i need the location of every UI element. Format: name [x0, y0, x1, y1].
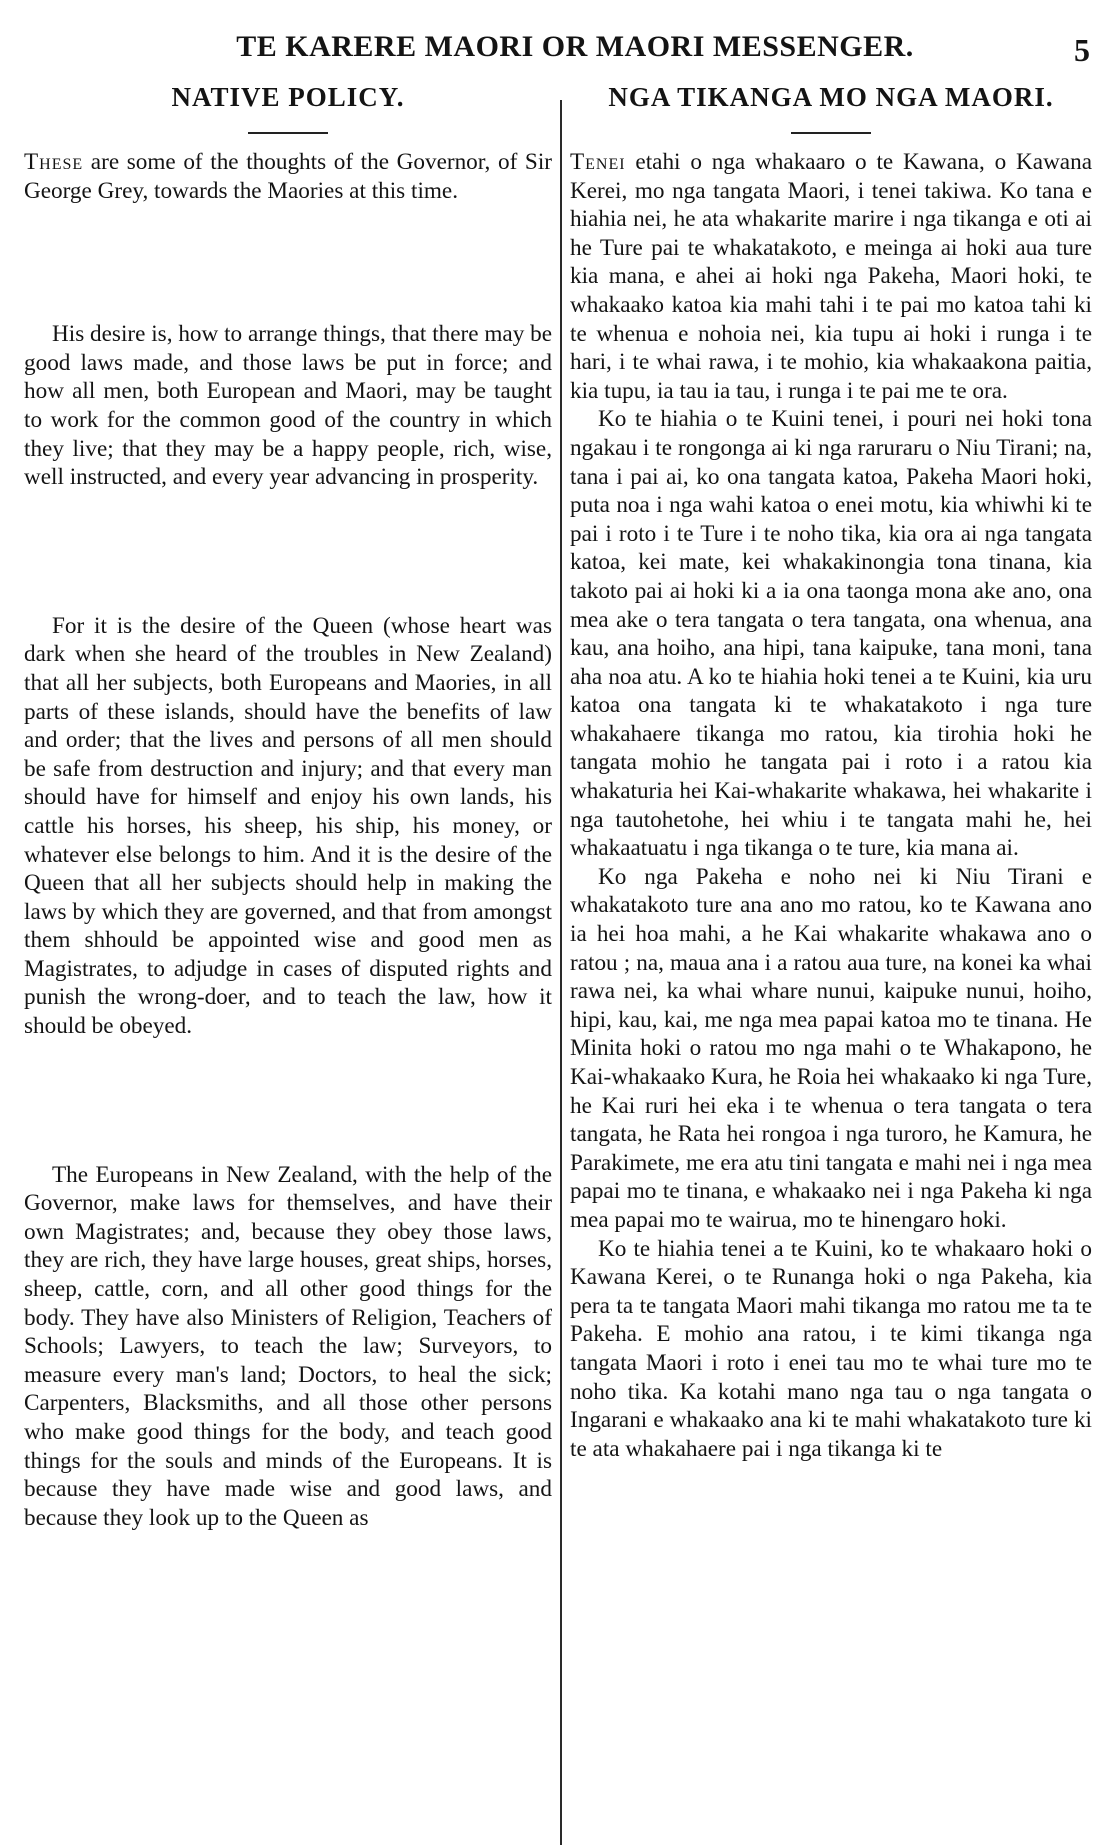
english-heading: NATIVE POLICY.	[171, 82, 405, 112]
column-divider	[560, 100, 562, 1845]
paragraph-spacer	[24, 205, 552, 320]
heading-rule	[248, 132, 328, 134]
paragraph-lead: These	[24, 149, 84, 175]
paragraph-lead: Tenei	[570, 149, 626, 175]
maori-paragraph: Ko te hiahia o te Kuini tenei, i pouri nei hoki tona ngakau i te rongonga ai ki nga raruraru o Niu Tirani; na, tana i pai ai, ko ona tangata katoa, Pakeha Maori hoki, puta noa i nga wahi katoa o enei motu, kia whiwhi ki te pai i roto i te Ture i te noho tika, kia ora ai nga tangata katoa, kei mate, kei whakakinongia tona tinana, kia takoto pai ai hoki ki a ia ona taonga mona ake ano, ona mea ake o tera tangata o tera tangata, ona whenua, ana kau, ana hoiho, ana hipi, tana kaipuke, tana moni, tana aha noa atu. A ko te hiahia hoki tenei a te Kuini, kia uru katoa ona tangata ki te whakatakoto i nga ture whakahaere tikanga mo ratou, kia tirohia hoki he tangata mohio he tangata pai i roto i a ratou kia whakaturia hei Kai-whakarite whakawa, hei whakarite i nga tautohetohe, hei whiu i te tangata mahi he, hei whakaatuatu i nga tikanga o te ture, kia mana ai.	[570, 406, 1092, 862]
heading-rule	[791, 132, 871, 134]
english-paragraph: For it is the desire of the Queen (whose heart was dark when she heard of the troubles in New Zealand) that all her subjects, both Europeans and Maories, in all parts of these islands, should have the benefits of law and order; that the lives and persons of all men should be safe from destruction and injury; and that every man should have for himself and enjoy his own lands, his cattle his horses, his sheep, his ship, his money, or whatever else belongs to him. And it is the desire of the Queen that all her subjects should help in making the laws by which they are governed, and that from amongst them shhould be appointed wise and good men as Magistrates, to adjudge in cases of disputed rights and punish the wrong-doer, and to teach the law, how it should be obeyed.	[24, 612, 552, 1040]
maori-paragraph	[570, 148, 1092, 405]
masthead-title: TE KARERE MAORI OR MAORI MESSENGER.	[236, 30, 914, 63]
maori-paragraph: Ko te hiahia tenei a te Kuini, ko te whakaaro hoki o Kawana Kerei, o te Runanga hoki o nga Pakeha, kia pera ta te tangata Maori mahi tikanga mo ratou me ta te Pakeha. E mohio ana ratou, i te kimi tikanga nga tangata Maori i roto i enei tau mo te whai ture mo te noho tika. Ka kotahi mano nga tau o nga tangata o Ingarani e whakaako ana ki te mahi whakatakoto ture ki te ata whakahaere pai i nga tikanga ki te	[570, 1235, 1092, 1462]
english-paragraph: The Europeans in New Zealand, with the help of the Governor, make laws for themselves, and have their own Magistrates; and, because they obey those laws, they are rich, they have large houses, great ships, horses, sheep, cattle, corn, and all other good things for the body. They have also Ministers of Religion, Teachers of Schools; Lawyers, to teach the law; Surveyors, to measure every man's land; Doctors, to heal the sick; Carpenters, Blacksmiths, and all those other persons who make good things for the body, and teach good things for the souls and minds of the Europeans. It is because they have made wise and good laws, and because they look up to the Queen as	[24, 1161, 552, 1531]
english-column	[24, 82, 552, 1532]
english-paragraph: His desire is, how to arrange things, that there may be good laws made, and those laws be put in force; and how all men, both European and Maori, may be taught to work for the common good of the country in which they live; that they may be a happy people, rich, wise, well instructed, and every year advancing in prosperity.	[24, 321, 552, 491]
page-number: 5	[1074, 32, 1090, 68]
maori-paragraph: Ko nga Pakeha e noho nei ki Niu Tirani e whakatakoto ture ana ano mo ratou, ko te Kawana ano ia hei hoa mahi, a he Kai whakarite whakawa ano o ratou ; na, maua ana i a ratou aua ture, na konei ka whai rawa nei, ka whai whare nunui, kaipuke nunui, hoiho, hipi, kau, kai, me nga mea papai katoa mo te tinana. He Minita hoki o ratou mo nga mahi o te Whakapono, he Kai-whakaako Kura, he Roia hei whakaako ki nga Ture, he Kai ruri hei eka i te whenua o tera tangata o tera tangata, he Rata hei rongoa i nga turoro, he Kamura, he Parakimete, me era atu tini tangata e mahi nei i nga mea papai mo te tinana, e whakaako nei i nga Pakeha ki nga mea papai mo te wairua, mo te hinengaro hoki.	[570, 863, 1092, 1233]
paragraph-text: are some of the thoughts of the Governor, of Sir George Grey, towards the Maories at this time.	[24, 149, 552, 204]
maori-heading: NGA TIKANGA MO NGA MAORI.	[608, 82, 1054, 112]
english-paragraph	[24, 148, 552, 205]
maori-column	[570, 82, 1092, 1463]
paragraph-spacer	[24, 492, 552, 612]
paragraph-text: etahi o nga whakaaro o te Kawana, o Kawana Kerei, mo nga tangata Maori, i tenei takiwa. Ko tana e hiahia nei, he ata whakarite marire i nga tikanga e oti ai he Ture pai te whakatakoto, e meinga ai hoki aua ture kia mana, e ahei ai hoki nga Pakeha, Maori hoki, te whakaako katoa kia mahi tahi i te pai mo katoa tahi ki te whenua e nohoia nei, kia tupu ai hoki i runga i te hari, i te whai rawa, i te mohio, kia whakaakona paitia, kia tupu, ia tau ia tau, i runga i te pai me te ora.	[570, 149, 1092, 404]
paragraph-spacer	[24, 1041, 552, 1161]
